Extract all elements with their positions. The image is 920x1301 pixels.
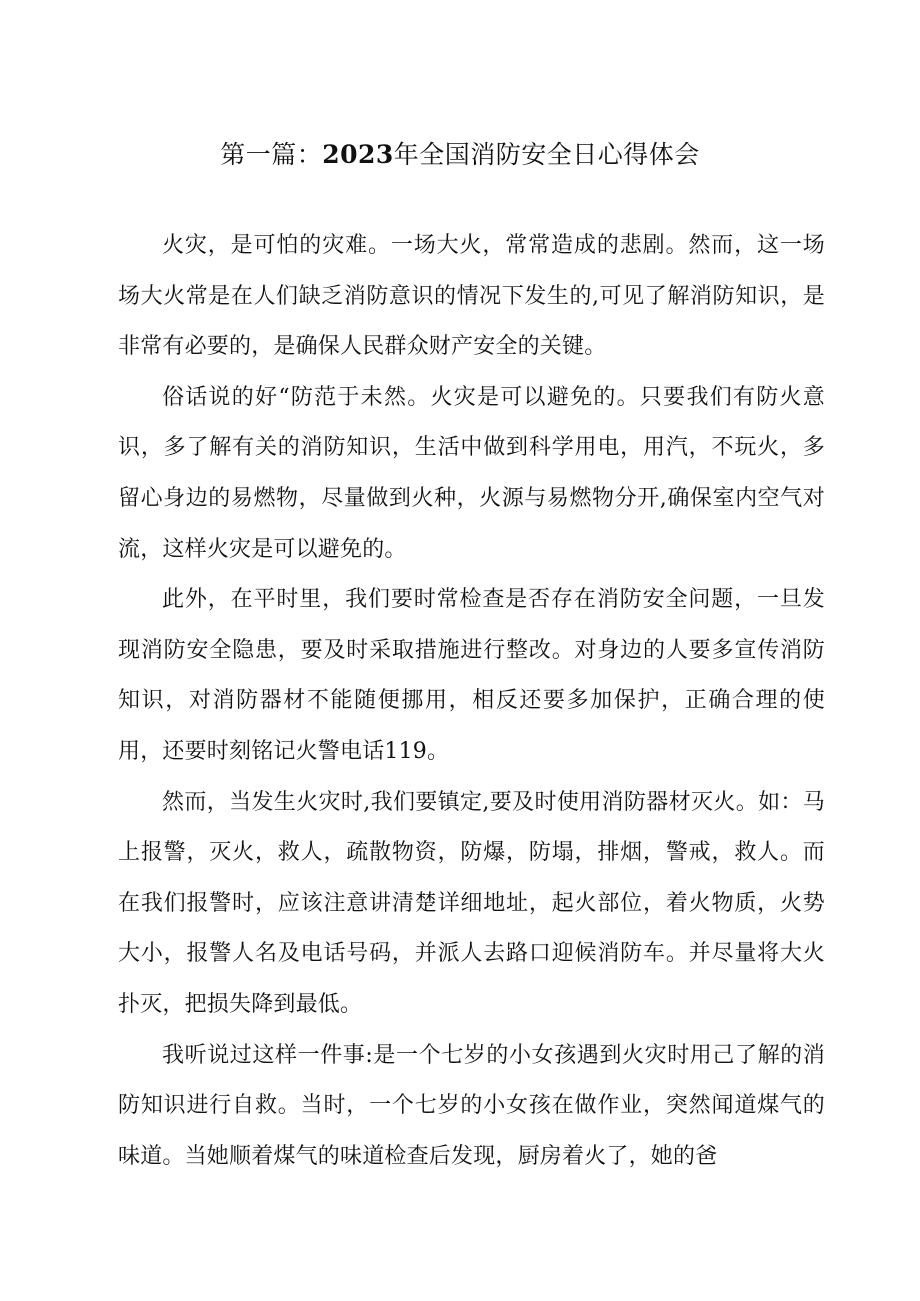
document-title	[0, 132, 920, 178]
paragraph: 然而，当发生火灾时,我们要镇定,要及时使用消防器材灭火。如：马上报警，灭火，救人，疏散物资，防爆，防塌，排烟，警戒，救人。而在我们报警时，应该注意讲清楚详细地址，起火部位，着火物质，火势大小，报警人名及电话号码，并派人去路口迎候消防车。并尽量将大火扑灭，把损失降到最低。	[118, 789, 825, 1017]
paragraph: 此外，在平时里，我们要时常检查是否存在消防安全问题，一旦发现消防安全隐患，要及时采取措施进行整改。对身边的人要多宣传消防知识，对消防器材不能随便挪用，相反还要多加保护，正确合理的使用，还要时刻铭记火警电话119。	[118, 587, 825, 764]
title-suffix: 年全国消防安全日心得体会	[393, 140, 700, 169]
paragraph: 火灾，是可怕的灾难。一场大火，常常造成的悲剧。然而，这一场场大火常是在人们缺乏消防意识的情况下发生的,可见了解消防知识，是非常有必要的，是确保人民群众财产安全的关键。	[118, 233, 825, 360]
title-year: 2023	[322, 140, 394, 169]
paragraph: 俗话说的好“防范于未然。火灾是可以避免的。只要我们有防火意识，多了解有关的消防知识，生活中做到科学用电，用汽，不玩火，多留心身边的易燃物，尽量做到火种，火源与易燃物分开,确保室内空气对流，这样火灾是可以避免的。	[118, 384, 825, 562]
title-prefix: 第一篇：	[220, 140, 323, 169]
paragraph: 我听说过这样一件事:是一个七岁的小女孩遇到火灾时用己了解的消防知识进行自救。当时，一个七岁的小女孩在做作业，突然闻道煤气的味道。当她顺着煤气的味道检查后发现，厨房着火了，她的爸	[118, 1042, 825, 1169]
document-body	[118, 221, 825, 1182]
